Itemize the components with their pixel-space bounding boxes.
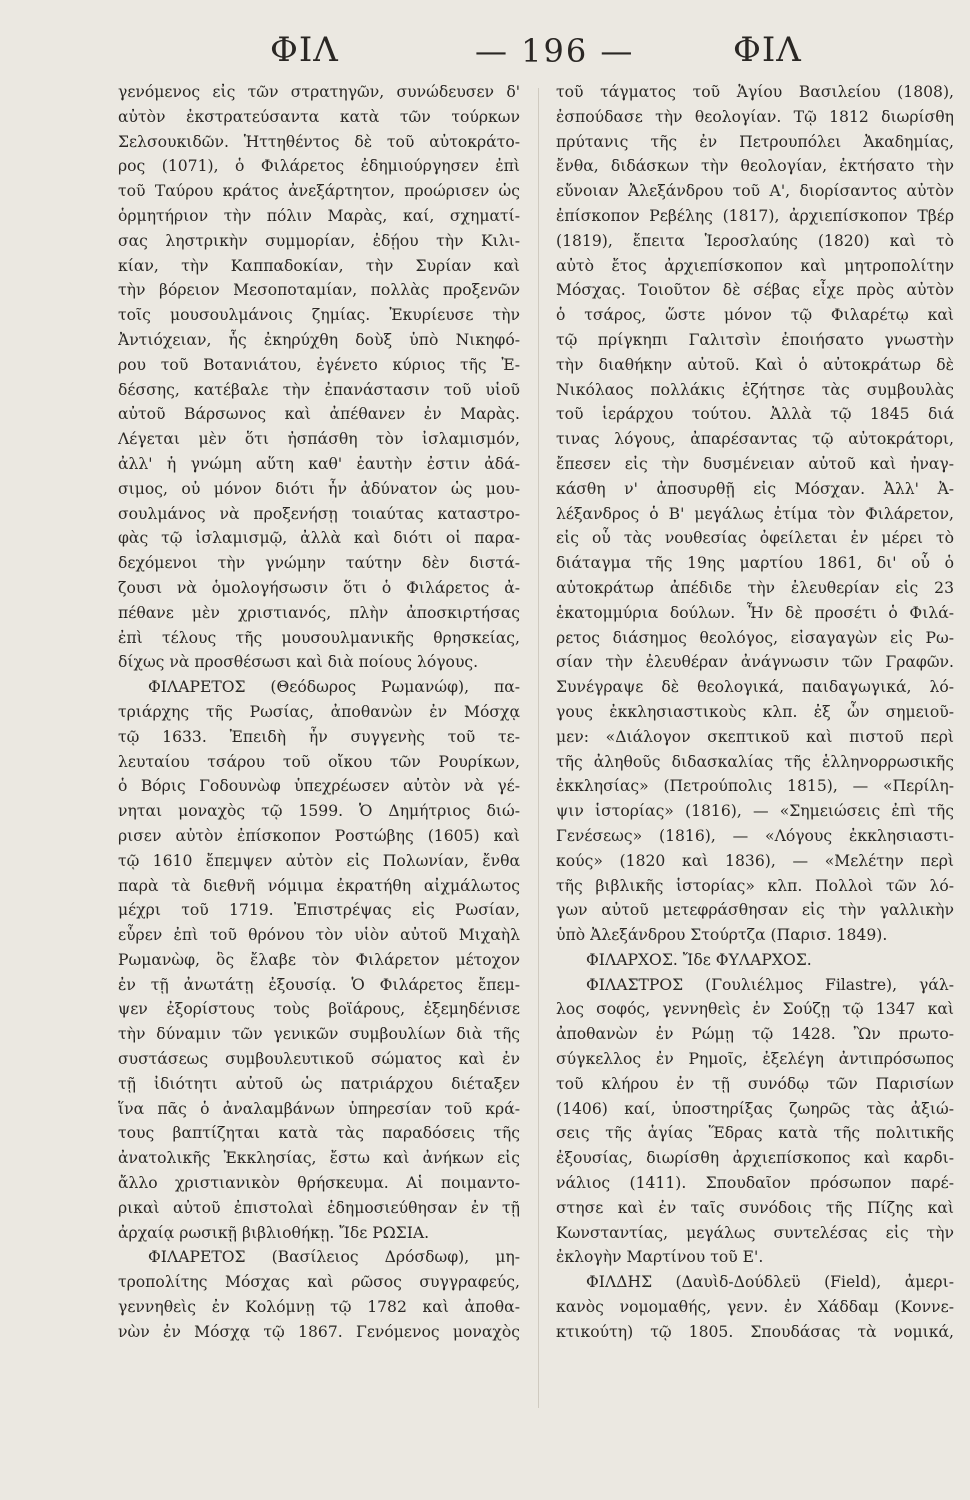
text-line: ψεν ἐξορίστους τοὺς βοϊάρους, ἐξεμηδένισε	[118, 1000, 520, 1019]
text-line: αὐτὸν ἐκστρατεύσαντα κατὰ τῶν τούρκων	[118, 107, 520, 126]
text-line: ὁ Βόρις Γοδουνὼφ ὑπεχρέωσεν αὐτὸν νὰ γέ-	[118, 777, 520, 796]
header-right-guide: ΦΙΛ	[733, 30, 802, 70]
text-line: εὔνοιαν Ἀλεξάνδρου τοῦ Α', διορίσαντος αὐτὸν	[556, 182, 954, 201]
right-column	[556, 80, 954, 1345]
text-line: τοῦ Ταύρου κράτος ἀνεξάρτητον, προώρισεν ὡς	[118, 182, 520, 201]
text-line: τοῖς μουσουλμάνοις ζημίας. Ἐκυρίευσε τὴν	[118, 306, 520, 325]
text-line: ἀποθανὼν ἐν Ρώμῃ τῷ 1428. Ὢν πρωτο-	[556, 1025, 954, 1044]
text-line: κτικούτη) τῷ 1805. Σπουδάσας τὰ νομικά,	[556, 1322, 954, 1341]
text-line: εὗρεν ἐπὶ τοῦ θρόνου τὸν υἱὸν αὐτοῦ Μιχαὴλ	[118, 926, 520, 945]
text-line: κανὸς νομομαθής, γενν. ἐν Χάδδαμ (Κοννε-	[556, 1298, 954, 1317]
text-line: ὁρμητήριον τὴν πόλιν Μαρὰς, καί, σχηματί-	[118, 206, 520, 225]
text-line: ἑκατομμύρια δούλων. Ἦν δὲ προσέτι ὁ Φιλά-	[556, 603, 954, 622]
text-line: τῷ πρίγκηπι Γαλιτσὶν ἐποιήσατο γνωστὴν	[556, 330, 954, 349]
text-line: ψιν ἱστορίας» (1816), — «Σημειώσεις ἐπὶ τῆς	[556, 802, 954, 821]
header-left-guide: ΦΙΛ	[270, 30, 339, 70]
text-line: τῷ 1633. Ἐπειδὴ ἦν συγγενὴς τοῦ τε-	[118, 727, 520, 746]
text-line: τοῦ κλήρου ἐν τῇ συνόδῳ τῶν Παρισίων	[556, 1074, 954, 1093]
text-line: (1819), ἔπειτα Ἱεροσλαύης (1820) καὶ τὸ	[556, 231, 954, 250]
text-line: Σελσουκιδῶν. Ἡττηθέντος δὲ τοῦ αὐτοκράτο-	[118, 132, 520, 151]
text-line: τῆς βιβλικῆς ἱστορίας» κλπ. Πολλοὶ τῶν λό-	[556, 876, 954, 895]
text-line: τριάρχης τῆς Ρωσίας, ἀποθανὼν ἐν Μόσχᾳ	[118, 702, 520, 721]
text-line: ρου τοῦ Βοτανιάτου, ἐγένετο κύριος τῆς Ἐ-	[118, 355, 520, 374]
text-line: λος σοφός, γεννηθεὶς ἐν Σούζῃ τῷ 1347 καὶ	[556, 1000, 954, 1019]
text-line: πρύτανις τῆς ἐν Πετρουπόλει Ἀκαδημίας,	[556, 132, 954, 151]
text-line: τὴν δύναμιν τῶν γενικῶν συμβουλίων διὰ τῆς	[118, 1025, 520, 1044]
text-line: λέξανδρος ὁ Β' μεγάλως ἐτίμα τὸν Φιλάρετον,	[556, 504, 954, 523]
text-line: ἐπὶ τέλους τῆς μουσουλμανικῆς θρησκείας,	[118, 628, 520, 647]
text-line: τροπολίτης Μόσχας καὶ ρῶσος συγγραφεύς,	[118, 1273, 520, 1292]
text-line: ἐπίσκοπον Ρεβέλης (1817), ἀρχιεπίσκοπον Τβέρ	[556, 206, 954, 225]
text-line: ἄλλο χριστιανικὸν θρήσκευμα. Αἱ ποιμαντο-	[118, 1174, 520, 1193]
text-line: ἐν τῇ ἀνωτάτῃ ἐξουσίᾳ. Ὁ Φιλάρετος ἔπεμ-	[118, 975, 520, 994]
text-line: (1406) καί, ὑποστηρίξας ζωηρῶς τὰς ἀξιώ-	[556, 1099, 954, 1118]
text-line: σας ληστρικὴν συμμορίαν, ἐδῄου τὴν Κιλι-	[118, 231, 520, 250]
text-line: σουλμάνος νὰ προξενήσῃ τοιαύτας καταστρο-	[118, 504, 520, 523]
text-line: ἀρχαίᾳ ρωσικῇ βιβλιοθήκῃ. Ἴδε ΡΩΣΙΑ.	[118, 1223, 430, 1242]
text-line: ὑπὸ Ἀλεξάνδρου Στούρτζα (Παρισ. 1849).	[556, 926, 888, 945]
column-divider	[538, 88, 539, 1408]
text-line: σύγκελλος ἐν Ρημοῖς, ἐξελέγη ἀντιπρόσωπος	[556, 1050, 954, 1069]
text-line: γεννηθεὶς ἐν Κολόμνῃ τῷ 1782 καὶ ἀποθα-	[118, 1298, 520, 1317]
text-line: ΦΙΛΑΡΕΤΟΣ (Βασίλειος Δρόσδωφ), μη-	[148, 1248, 520, 1267]
text-line: σιμος, οὐ μόνον διότι ἦν ἀδύνατον ὡς μου-	[118, 479, 520, 498]
text-line: ρος (1071), ὁ Φιλάρετος ἐδημιούργησεν ἐπὶ	[118, 157, 520, 176]
text-line: κάσθη ν' ἀποσυρθῇ εἰς Μόσχαν. Ἀλλ' Ἀ-	[556, 479, 954, 498]
text-line: δέσσης, κατέβαλε τὴν ἐπανάστασιν τοῦ υἱοῦ	[118, 380, 520, 399]
text-line: τῆς ἀληθοῦς διδασκαλίας τῆς ἑλληνορρωσικῆς	[556, 752, 954, 771]
text-line: ἐκλογὴν Μαρτίνου τοῦ Ε'.	[556, 1248, 764, 1267]
text-line: γενόμενος εἰς τῶν στρατηγῶν, συνώδευσεν δ'	[118, 83, 520, 101]
text-line: ἐκκλησίας» (Πετρούπολις 1815), — «Περίλη-	[556, 777, 954, 796]
text-line: ἀνατολικῆς Ἐκκλησίας, ἔστω καὶ ἀνήκων εἰς	[118, 1149, 520, 1168]
text-line: σεις τῆς ἁγίας Ἕδρας κατὰ τῆς πολιτικῆς	[556, 1124, 954, 1143]
text-line: ἵνα πᾶς ὁ ἀναλαμβάνων ὑπηρεσίαν τοῦ κρά-	[118, 1099, 520, 1118]
text-line: Γενέσεως» (1816), — «Λόγους ἐκκλησιαστι-	[556, 826, 954, 845]
text-line: αὐτοῦ Βάρσωνος καὶ ἀπέθανεν ἐν Μαρὰς.	[118, 405, 520, 424]
text-line: Συνέγραψε δὲ θεολογικά, παιδαγωγικά, λό-	[556, 678, 954, 697]
text-line: ἀλλ' ἡ γνώμη αὕτη καθ' ἑαυτὴν ἐστιν ἀδά-	[118, 454, 520, 473]
text-line: εἰς οὗ τὰς νουθεσίας ὀφείλεται ἐν μέρει τὸ	[556, 529, 954, 548]
text-line: αὐτὸ ἔτος ἀρχιεπίσκοπον καὶ μητροπολίτην	[556, 256, 954, 275]
text-line: νὼν ἐν Μόσχᾳ τῷ 1867. Γενόμενος μοναχὸς	[118, 1322, 520, 1341]
text-line: ἐξουσίας, διωρίσθη ἀρχιεπίσκοπος καὶ καρδι-	[556, 1149, 954, 1168]
text-line: ΦΙΛΑΡΕΤΟΣ (Θεόδωρος Ρωμανώφ), πα-	[148, 678, 520, 697]
text-line: ρετος διάσημος θεολόγος, εἰσαγαγὼν εἰς Ρω-	[556, 628, 954, 647]
text-line: τῷ 1610 ἔπεμψεν αὐτὸν εἰς Πολωνίαν, ἔνθα	[118, 851, 520, 870]
text-line: τὴν βόρειον Μεσοποταμίαν, πολλὰς προξενῶν	[118, 281, 520, 300]
text-line: ΦΙΛΑΡΧΟΣ. Ἴδε ΦΥΛΑΡΧΟΣ.	[586, 950, 812, 969]
text-line: γων αὐτοῦ μετεφράσθησαν εἰς τὴν γαλλικὴν	[556, 901, 954, 920]
text-line: νάλιος (1411). Σπουδαῖον πρόσωπον παρέ-	[556, 1174, 954, 1193]
text-line: γους ἐκκλησιαστικοὺς κλπ. ἐξ ὧν σημειοῦ-	[556, 702, 954, 721]
text-line: ΦΙΛΔΗΣ (Δαυὶδ-Δούδλεϋ (Field), ἀμερι-	[586, 1273, 954, 1292]
text-line: ὁ τσάρος, ὥστε μόνον τῷ Φιλαρέτῳ καὶ	[556, 306, 954, 325]
text-line: αὐτοκράτωρ ἀπέδιδε τὴν ἐλευθερίαν εἰς 23	[556, 578, 954, 597]
text-line: κούς» (1820 καὶ 1836), — «Μελέτην περὶ	[556, 851, 954, 870]
text-line: μεν: «Διάλογον σκεπτικοῦ καὶ πιστοῦ περὶ	[556, 727, 954, 746]
text-line: πέθανε μὲν χριστιανός, πλὴν ἀποσκιρτήσας	[118, 603, 520, 622]
text-line: Ἀντιόχειαν, ἧς ἐκηρύχθη δοὺξ ὑπὸ Νικηφό-	[118, 330, 520, 349]
text-line: διάταγμα τῆς 19ης μαρτίου 1861, δι' οὗ ὁ	[556, 554, 954, 573]
text-line: φὰς τῷ ἰσλαμισμῷ, ἀλλὰ καὶ διότι οἱ παρα-	[118, 529, 520, 548]
text-line: τὴν διαθήκην αὐτοῦ. Καὶ ὁ αὐτοκράτωρ δὲ	[556, 355, 954, 374]
text-line: Νικόλαος πολλάκις ἐζήτησε τὰς συμβουλὰς	[556, 380, 954, 399]
text-line: ρικαὶ αὐτοῦ ἐπιστολαὶ ἐδημοσιεύθησαν ἐν τῇ	[118, 1198, 520, 1217]
page-number: — 196 —	[475, 32, 635, 70]
text-line: ζουσι νὰ ὁμολογήσωσιν ὅτι ὁ Φιλάρετος ἀ-	[118, 578, 520, 597]
page-header	[0, 28, 970, 78]
text-line: ἔνθα, διδάσκων τὴν θεολογίαν, ἐκτήσατο τὴν	[556, 157, 954, 176]
text-line: τοῦ ἱεράρχου τούτου. Ἀλλὰ τῷ 1845 διά	[556, 405, 954, 424]
text-line: δεχόμενοι τὴν γνώμην ταύτην δὲν διστά-	[118, 554, 520, 573]
text-line: ἐσπούδασε τὴν θεολογίαν. Τῷ 1812 διωρίσθη	[556, 107, 954, 126]
text-line: τινας λόγους, ἀπαρέσαντας τῷ αὐτοκράτορι,	[556, 430, 954, 449]
text-line: σίαν τὴν ἐλευθέραν ἀνάγνωσιν τῶν Γραφῶν.	[556, 653, 954, 672]
text-line: δίχως νὰ προσθέσωσι καὶ διὰ ποίους λόγους.	[118, 653, 479, 672]
text-line: συστάσεως συμβουλευτικοῦ σώματος καὶ ἐν	[118, 1050, 520, 1069]
left-column	[118, 80, 520, 1345]
text-line: Μόσχας. Τοιοῦτον δὲ σέβας εἶχε πρὸς αὐτὸν	[556, 281, 954, 300]
text-line: Ρωμανὼφ, ὃς ἔλαβε τὸν Φιλάρετον μέτοχον	[118, 950, 520, 969]
text-line: κίαν, τὴν Καππαδοκίαν, τὴν Συρίαν καὶ	[118, 256, 520, 275]
text-line: Λέγεται μὲν ὅτι ἠσπάσθη τὸν ἰσλαμισμόν,	[118, 430, 520, 449]
text-line: νηται μοναχὸς τῷ 1599. Ὁ Δημήτριος διώ-	[118, 802, 520, 821]
text-line: Κωνσταντίας, μεγάλως συντελέσας εἰς τὴν	[556, 1223, 954, 1242]
text-line: ΦΙΛΑΣΤΡΟΣ (Γουλιέλμος Filastre), γάλ-	[586, 975, 954, 994]
text-line: λευταίου τσάρου τοῦ οἴκου τῶν Ρουρίκων,	[118, 752, 520, 771]
text-line: μέχρι τοῦ 1719. Ἐπιστρέψας εἰς Ρωσίαν,	[118, 901, 520, 920]
text-line: ἔπεσεν εἰς τὴν δυσμένειαν αὐτοῦ καὶ ἠναγ-	[556, 454, 954, 473]
text-line: τοῦ τάγματος τοῦ Ἁγίου Βασιλείου (1808),	[556, 83, 954, 101]
text-line: τους βαπτίζηται κατὰ τὰς παραδόσεις τῆς	[118, 1124, 520, 1143]
text-line: στησε καὶ ἐν ταῖς συνόδοις τῆς Πίζης καὶ	[556, 1198, 954, 1217]
text-line: παρὰ τὰ διεθνῆ νόμιμα ἐκρατήθη αἰχμάλωτος	[118, 876, 520, 895]
text-line: ρισεν αὐτὸν ἐπίσκοπον Ροστώβης (1605) καὶ	[118, 826, 520, 845]
text-line: τῇ ἰδιότητι αὐτοῦ ὡς πατριάρχου διέταξεν	[118, 1074, 520, 1093]
